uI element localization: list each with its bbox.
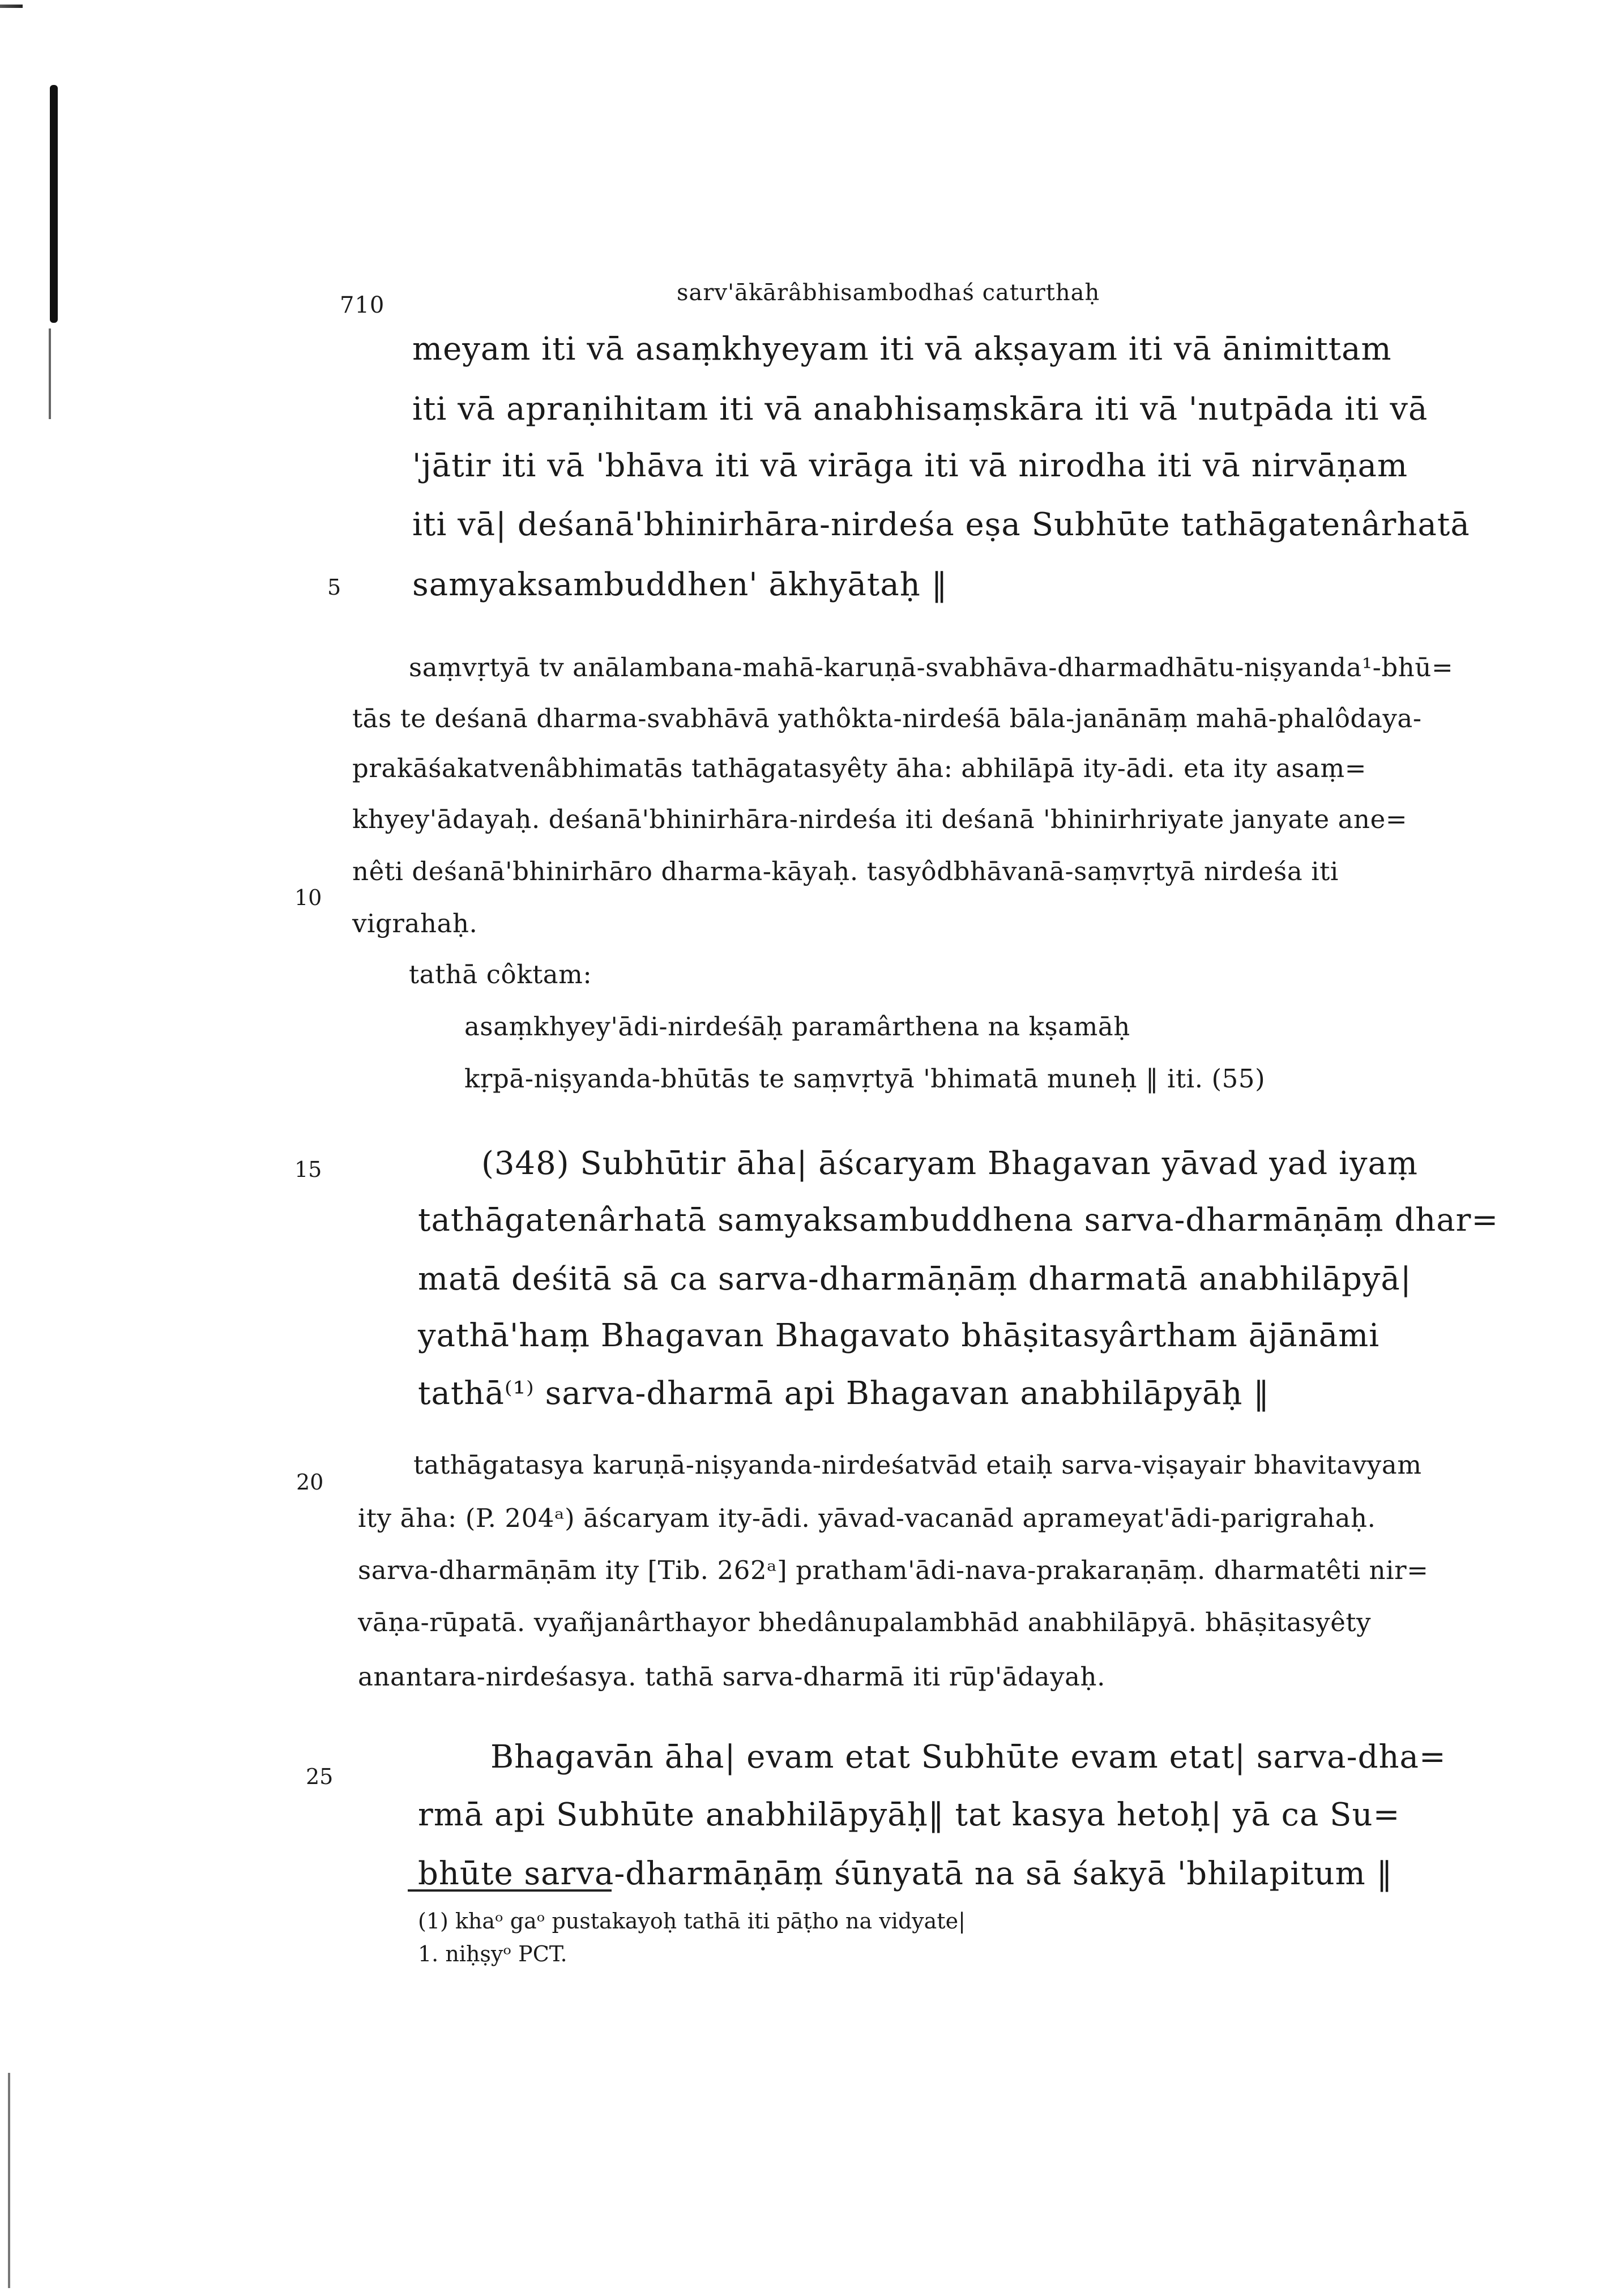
- footnote-rule: [408, 1889, 612, 1892]
- text-line: prakāśakatvenâbhimatās tathāgatasyêty āha: abhilāpā ity-ādi. eta ity asaṃ=: [352, 753, 1367, 783]
- text-line: saṃvṛtyā tv anālambana-mahā-karuṇā-svabhāva-dharmadhātu-niṣyanda¹-bhū=: [409, 652, 1454, 682]
- text-line: nêti deśanā'bhinirhāro dharma-kāyaḥ. tasyôdbhāvanā-saṃvṛtyā nirdeśa iti: [352, 856, 1339, 886]
- running-title: sarv'ākārâbhisambodhaś caturthaḥ: [677, 280, 1100, 306]
- page-number: 710: [340, 292, 385, 318]
- quote-intro: tathā côktam:: [409, 959, 592, 989]
- text-line: vigrahaḥ.: [352, 908, 478, 938]
- text-line: rmā api Subhūte anabhilāpyāḥ‖ tat kasya hetoḥ| yā ca Su=: [418, 1796, 1400, 1833]
- text-line: 'jātir iti vā 'bhāva iti vā virāga iti vā nirodha iti vā nirvāṇam: [412, 447, 1408, 484]
- text-line: vāṇa-rūpatā. vyañjanârthayor bhedânupalambhād anabhilāpyā. bhāṣitasyêty: [358, 1607, 1372, 1637]
- text-line: tās te deśanā dharma-svabhāvā yathôkta-nirdeśā bāla-janānāṃ mahā-phalôdaya-: [352, 703, 1422, 733]
- scan-binding-line: [49, 328, 51, 419]
- scan-edge-mark: [0, 5, 23, 8]
- text-line: ity āha: (P. 204ᵃ) āścaryam ity-ādi. yāvad-vacanād aprameyat'ādi-parigrahaḥ.: [358, 1503, 1376, 1533]
- line-number-5: 5: [327, 575, 341, 600]
- verse-line: asaṃkhyey'ādi-nirdeśāḥ paramârthena na kṣamāḥ: [464, 1012, 1130, 1042]
- text-line: meyam iti vā asaṃkhyeyam iti vā akṣayam iti vā ānimittam: [412, 331, 1392, 368]
- line-number-20: 20: [296, 1470, 324, 1495]
- text-line: (348) Subhūtir āha| āścaryam Bhagavan yāvad yad iyaṃ: [481, 1145, 1418, 1182]
- footnote-2: 1. niḥṣyᵒ PCT.: [418, 1941, 567, 1966]
- text-line: iti vā| deśanā'bhinirhāra-nirdeśa eṣa Subhūte tathāgatenârhatā: [412, 506, 1470, 543]
- text-line: Bhagavān āha| evam etat Subhūte evam etat| sarva-dha=: [490, 1739, 1446, 1776]
- text-line: yathā'haṃ Bhagavan Bhagavato bhāṣitasyârtham ājānāmi: [418, 1317, 1380, 1354]
- footnote-1: (1) khaᵒ gaᵒ pustakayoḥ tathā iti pāṭho na vidyate|: [418, 1909, 966, 1934]
- text-line: khyey'ādayaḥ. deśanā'bhinirhāra-nirdeśa iti deśanā 'bhinirhriyate janyate ane=: [352, 804, 1408, 834]
- verse-line: kṛpā-niṣyanda-bhūtās te saṃvṛtyā 'bhimatā muneḥ ‖ iti. (55): [464, 1064, 1266, 1094]
- text-line: tathā⁽¹⁾ sarva-dharmā api Bhagavan anabhilāpyāḥ ‖: [418, 1375, 1270, 1412]
- line-number-25: 25: [306, 1764, 334, 1789]
- line-number-10: 10: [294, 885, 322, 910]
- text-line: sarva-dharmāṇām ity [Tib. 262ᵃ] pratham'ādi-nava-prakaraṇāṃ. dharmatêti nir=: [358, 1555, 1429, 1585]
- text-line: bhūte sarva-dharmāṇāṃ śūnyatā na sā śakyā 'bhilapitum ‖: [418, 1855, 1393, 1892]
- scan-bottom-line: [8, 2073, 10, 2288]
- line-number-15: 15: [294, 1157, 322, 1182]
- text-line: tathāgatenârhatā samyaksambuddhena sarva-dharmāṇāṃ dhar=: [418, 1202, 1499, 1239]
- text-line: matā deśitā sā ca sarva-dharmāṇāṃ dharmatā anabhilāpyā|: [418, 1261, 1412, 1298]
- text-line: samyaksambuddhen' ākhyātaḥ ‖: [412, 566, 948, 603]
- text-line: iti vā apraṇihitam iti vā anabhisaṃskāra iti vā 'nutpāda iti vā: [412, 391, 1428, 428]
- text-line: anantara-nirdeśasya. tathā sarva-dharmā iti rūp'ādayaḥ.: [358, 1662, 1106, 1692]
- scan-binding-shadow: [50, 85, 58, 323]
- text-line: tathāgatasya karuṇā-niṣyanda-nirdeśatvād etaiḥ sarva-viṣayair bhavitavyam: [413, 1450, 1422, 1480]
